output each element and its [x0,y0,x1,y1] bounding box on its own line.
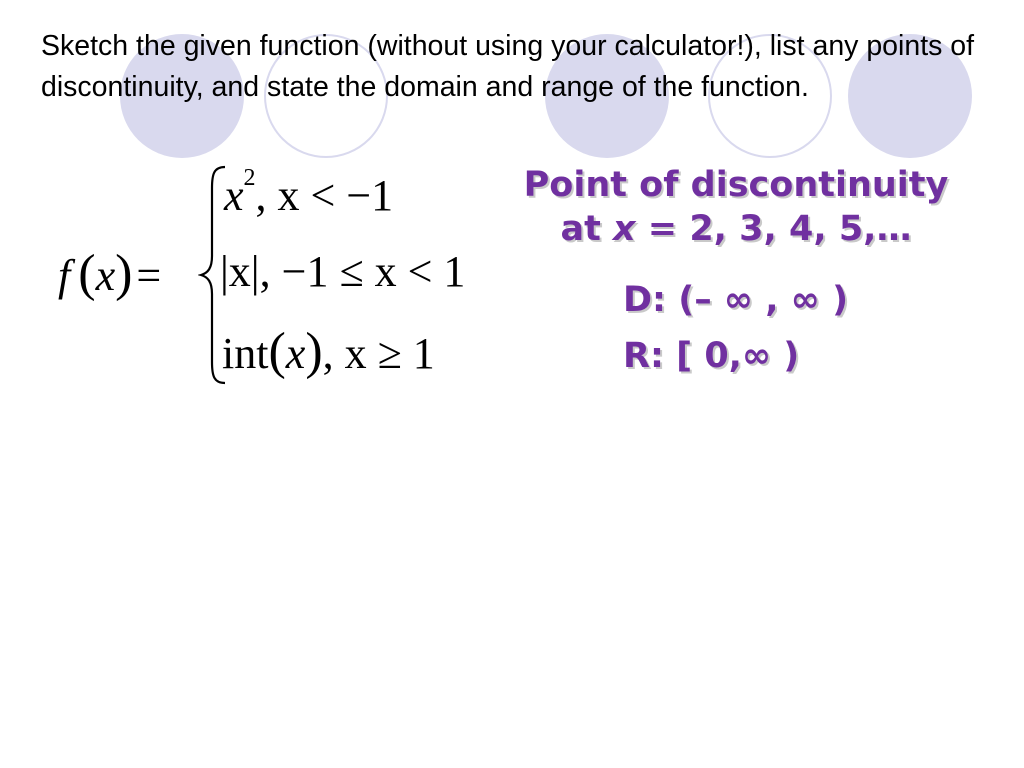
discontinuity-answer: Point of discontinuity at x = 2, 3, 4, 5,… [523,165,949,249]
range-answer: R: [ 0,∞ ) [623,336,800,376]
domain-answer: D: (– ∞ , ∞ ) [623,280,849,320]
function-lhs: f (x)= [58,245,162,302]
problem-statement: Sketch the given function (without using your calculator!), list any points of discontinuity, and state the domain and range of the function. [41,30,975,103]
piece-1-condition: x < −1 [277,171,394,220]
piece-2-expr: |x| [220,247,260,296]
equals-sign: = [136,251,162,300]
function-name: f [58,251,71,300]
discontinuity-values: = 2, 3, 4, 5,… [635,209,912,249]
piece-2: |x|, −1 ≤ x < 1 [220,247,466,296]
infinity-symbol: ∞ [741,336,772,376]
piece-2-condition: −1 ≤ x < 1 [281,247,466,296]
infinity-symbol: ∞ [723,280,754,320]
piece-3: int(x), x ≥ 1 [222,323,435,380]
piecewise-function [40,160,480,385]
infinity-symbol: ∞ [790,280,820,320]
discontinuity-heading: Point of discontinuity [523,165,949,205]
piece-1: $x^2$, x < −1 [224,165,394,220]
piece-3-condition: x ≥ 1 [344,329,435,378]
piece-3-expr: int [222,329,269,378]
function-variable: x [95,251,116,300]
